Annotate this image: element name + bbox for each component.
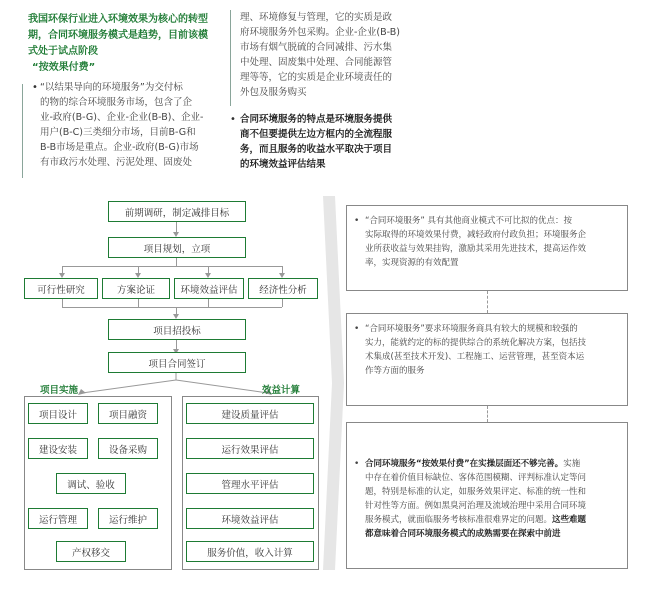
panel-line: 术集成(甚至技术开发)、工程施工、运营管理，甚至资本运 — [365, 352, 585, 362]
analysis-economic: 经济性分析 — [248, 278, 318, 299]
flow-step-contract: 项目合同签订 — [108, 352, 246, 373]
flow-step-bidding: 项目招投标 — [108, 319, 246, 340]
body-line: 用户(B-C)三类细分市场，目前B-G和 — [40, 127, 196, 138]
panel-challenges — [346, 422, 628, 569]
heading-line: 我国环保行业进入环境效果为核心的转型 — [28, 14, 208, 25]
body-line: 外包及服务购买 — [240, 87, 307, 98]
key-line: 合同环境服务的特点是环境服务提供 — [240, 114, 393, 125]
benefit-revenue: 服务价值，收入计算 — [186, 541, 314, 562]
analysis-env-benefit: 环境效益评估 — [174, 278, 244, 299]
panel-advantages — [346, 205, 628, 291]
impl-maint: 运行维护 — [98, 508, 158, 529]
panel-text: 服务模式，就面临服务考核标准很难界定的问题。 — [365, 515, 553, 525]
panel-line: “合同环境服务” 具有其他商业模式不可比拟的优点：按 — [365, 216, 573, 226]
bullet-icon: • — [32, 82, 38, 93]
dashed-connector — [487, 291, 488, 313]
impl-design: 项目设计 — [28, 403, 88, 424]
body-line: 理等等，它的实质是企业环境责任的 — [240, 72, 393, 83]
group-label-benefit: 效益计算 — [262, 385, 301, 396]
panel-bold-text: 合同环境服务“按效果付费”在实操层面还不够完善。 — [365, 459, 564, 469]
impl-install: 建设安装 — [28, 438, 88, 459]
body-line: 业-政府(B-G)、企业-企业(B-B)、企业- — [40, 112, 204, 123]
bullet-icon: • — [354, 324, 360, 334]
body-line: “以结果导向的环境服务”为交付标 — [40, 82, 183, 93]
panel-line-mixed — [365, 513, 617, 527]
benefit-construction: 建设质量评估 — [186, 403, 314, 424]
intro-subheading: “按效果付费” — [32, 62, 96, 73]
analysis-scheme: 方案论证 — [102, 278, 170, 299]
body-line: 的物的综合环境服务市场，包含了企 — [40, 97, 193, 108]
impl-transfer: 产权移交 — [56, 541, 126, 562]
benefit-environment: 环境效益评估 — [186, 508, 314, 529]
impl-financing: 项目融资 — [98, 403, 158, 424]
panel-line: 作等方面的服务 — [365, 366, 425, 376]
key-line: 务，而且服务的收益水平取决于项目 — [240, 144, 393, 155]
body-line: 理、环境修复与管理，它的实质是政 — [240, 12, 393, 23]
heading-line: 式处于试点阶段 — [28, 46, 98, 57]
group-label-implementation: 项目实施 — [40, 385, 79, 396]
analysis-feasibility: 可行性研究 — [24, 278, 98, 299]
panel-line: “合同环境服务”要求环境服务商具有较大的规模和较强的 — [365, 324, 578, 334]
key-line: 商不但要提供左边方框内的全流程服 — [240, 129, 393, 140]
bullet-icon: • — [354, 459, 360, 469]
key-line: 的环境效益评估结果 — [240, 159, 326, 170]
dashed-connector — [487, 406, 488, 422]
heading-line: 期，合同环境服务模式是趋势，目前该模 — [28, 30, 208, 41]
panel-bold-text: 这些难题 — [552, 515, 587, 525]
panel-bold-line: 都意味着合同环境服务模式的成熟需要在探索中前进 — [365, 529, 561, 539]
panel-line: 实力，能就约定的标的提供综合的系统化解决方案，包括技 — [365, 338, 587, 348]
body-line: 府环境服务外包采购。企业-企业(B-B) — [240, 27, 400, 38]
panel-line-first — [365, 457, 617, 471]
benefit-management: 管理水平评估 — [186, 473, 314, 494]
body-line: 有市政污水处理、污泥处理、固废处 — [40, 157, 193, 168]
body-line: 中处理、固废集中处理、合同能源管 — [240, 57, 393, 68]
panel-line: 中存在着价值目标缺位、客体范围模糊、评判标准认定等问 — [365, 473, 587, 483]
flow-step-planning: 项目规划，立项 — [108, 237, 246, 258]
body-line: B-B市场是重点。企业-政府(B-G)市场 — [40, 142, 199, 153]
panel-line: 业所获收益与效果挂钩，激励其采用先进技术，提高运作效 — [365, 244, 587, 254]
chevron-right-icon — [323, 196, 344, 570]
panel-line: 实际取得的环境效果付费，减轻政府付政负担；环境服务企 — [365, 230, 587, 240]
panel-line: 率，实现资源的有效配置 — [365, 258, 459, 268]
bullet-icon: • — [354, 216, 360, 226]
panel-line: 针对性等方面。例如黑臭河治理及流域治理中采用合同环境 — [365, 501, 587, 511]
impl-debug: 调试、验收 — [56, 473, 126, 494]
bullet-icon: • — [230, 114, 236, 125]
panel-requirements — [346, 313, 628, 406]
body-line: 市场有烟气脱硫的合同减排、污水集 — [240, 42, 393, 53]
benefit-operation: 运行效果评估 — [186, 438, 314, 459]
flow-step-research: 前期调研，制定减排目标 — [108, 201, 246, 222]
impl-ops: 运行管理 — [28, 508, 88, 529]
panel-line: 题，特别是标准的认定，如服务效果评定、标准的统一性和 — [365, 487, 587, 497]
panel-text: 实施 — [563, 459, 581, 469]
impl-procure: 设备采购 — [98, 438, 158, 459]
